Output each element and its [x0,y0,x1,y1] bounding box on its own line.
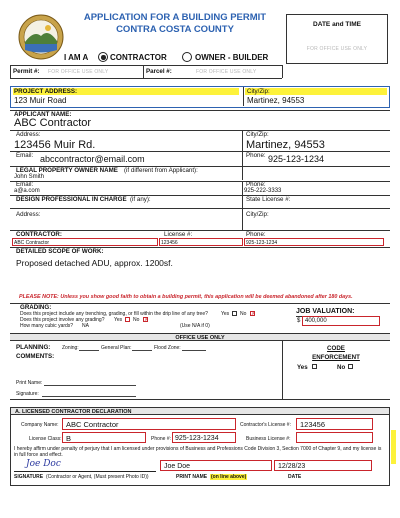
county-seal [18,14,64,60]
date-value: 12/28/23 [278,462,306,470]
applicant-name-field[interactable]: ABC Contractor [14,117,92,129]
enforcement-label: ENFORCEMENT [312,354,360,361]
parcel-field[interactable]: FOR OFFICE USE ONLY [196,69,257,75]
office-use-banner [10,333,390,341]
form-title: APPLICATION FOR A BUILDING PERMIT [83,12,267,23]
permit-label: Permit #: [13,68,40,75]
print-name-value: Joe Doe [164,462,191,470]
grading-question-3: How many cubic yards? [20,323,74,329]
contractor-radio[interactable] [98,52,108,62]
applicant-phone-field[interactable]: 925-123-1234 [268,154,325,164]
designer-section-label: DESIGN PROFESSIONAL IN CHARGE [16,196,127,203]
contractor-license-value: 123456 [161,239,178,246]
owner-section-label: LEGAL PROPERTY OWNER NAME [16,167,118,174]
contractor-license-field[interactable] [159,238,243,246]
project-address-label: PROJECT ADDRESS: [13,88,239,95]
contractor-phone-field[interactable] [244,238,384,246]
office-yes-checkbox[interactable] [312,364,317,369]
signature-field[interactable] [14,458,154,470]
date-time-label: DATE and TIME [313,21,361,28]
grading-question-1: Does this project include any trenching, grading, or fill within the drip line of any tree? [20,311,208,317]
contractor-license-label: License #: [164,231,193,238]
office-yes-label: Yes [297,364,308,371]
company-name-field[interactable] [62,418,236,430]
company-name-value: ABC Contractor [66,420,119,429]
cslb-label: Contractor's License #: [240,422,291,428]
planning-label: PLANNING: [16,344,51,351]
scope-label: DETAILED SCOPE OF WORK: [16,248,104,255]
parcel-label: Parcel #: [146,68,172,75]
grading-q2-no-label: No [133,317,140,323]
business-license-field[interactable] [296,432,373,443]
office-no-label: No [337,364,346,371]
declaration-title: A. LICENSED CONTRACTOR DECLARATION [15,409,132,415]
affirm-text: I hereby affirm under penalty of perjury that I am licensed under provisions of Business and Professions Code Division 3, Section 7000 of Chapter 9, and my license is in full force and effect. [14,446,382,458]
grading-cubic-yards-field[interactable]: NA [82,323,89,329]
office-use-banner-text: OFFICE USE ONLY [175,335,225,341]
owner-section-note: (if different from Applicant): [124,167,198,174]
office-print-name-label: Print Name: [16,380,43,386]
date-time-box [286,14,388,64]
grading-q2-no-checkbox[interactable] [143,317,148,322]
grading-q1-no-checkbox[interactable] [250,311,255,316]
job-valuation-field[interactable] [302,316,380,326]
designer-address-label: Address: [16,211,41,218]
applicant-email-field[interactable]: abccontractor@email.com [40,154,145,164]
general-plan-label: General Plan: [101,345,132,351]
owner-email-label: Email: [16,181,34,188]
applicant-address-label: Address: [16,131,41,138]
phone-label: Phone #: [151,436,172,442]
owner-name-field[interactable]: John Smith [14,174,45,180]
scope-field[interactable]: Proposed detached ADU, approx. 1200sf. [16,258,173,268]
grading-q1-yes-label: Yes [221,311,230,317]
contractor-phone-value: 925-123-1234 [246,239,278,246]
side-highlight-tab [391,430,396,464]
applicant-address-field[interactable]: 123456 Muir Rd. [14,139,96,151]
grading-q1-no-label: No [240,311,247,317]
project-address-box [10,86,390,108]
designer-license-label: State License #: [246,196,291,203]
zoning-label: Zoning: [62,345,79,351]
project-address-field[interactable]: 123 Muir Road [14,96,67,105]
print-name-field[interactable] [160,460,272,471]
contractor-option-label: CONTRACTOR [110,53,167,62]
grading-q3-note: (Use N/A if 0) [180,323,210,329]
phone-value: 925-123-1234 [175,434,219,442]
company-name-label: Company Name: [21,422,59,428]
abandonment-notice: PLEASE NOTE: Unless you show good faith to obtain a building permit, this application will be deemed abandoned after 180 days. [19,294,353,300]
applicant-cityzip-label: City/Zip: [246,131,269,138]
cslb-value: 123456 [300,420,326,429]
comments-label: COMMENTS: [16,353,55,360]
job-valuation-label: JOB VALUATION: [296,308,355,315]
date-caption: DATE [288,474,302,480]
contractor-name-value: ABC Contractor [14,239,50,246]
flood-zone-label: Flood Zone: [154,345,181,351]
print-name-caption-note: (on line above) [211,474,247,480]
grading-q2-yes-label: Yes [114,317,123,323]
contractor-label: CONTRACTOR: [16,231,62,238]
applicant-phone-label: Phone: [246,152,266,159]
signature-caption-note: (Contractor or Agent, (Must present Photo ID)) [46,474,149,480]
job-valuation-value: 400,000 [305,318,327,324]
grading-q1-no-mark: X [251,311,255,317]
applicant-email-label: Email: [16,152,34,159]
declaration-header [10,407,390,415]
permit-field[interactable]: FOR OFFICE USE ONLY [48,69,109,75]
grading-label: GRADING: [20,304,52,311]
designer-cityzip-label: City/Zip: [246,211,269,218]
office-no-checkbox[interactable] [348,364,353,369]
license-class-field[interactable] [62,432,146,443]
designer-section-note: (if any): [130,196,151,203]
signature-value: Joe Doc [26,459,61,469]
print-name-caption: PRINT NAME [176,474,208,480]
contractor-name-field[interactable] [12,238,158,246]
applicant-cityzip-field[interactable]: Martinez, 94553 [246,139,325,151]
office-signature-label: Signature: [16,391,39,397]
grading-q1-yes-checkbox[interactable] [232,311,237,316]
phone-field[interactable] [172,432,236,443]
code-label: CODE [327,345,345,352]
grading-q2-yes-checkbox[interactable] [125,317,130,322]
business-license-label: Business License #: [246,436,291,442]
contractor-phone-label: Phone: [246,231,266,238]
owner-email-field[interactable]: a@a.com [14,188,40,194]
project-cityzip-label: City/Zip: [247,88,270,95]
grading-q2-no-mark: X [144,317,148,323]
owner-builder-option-label: OWNER - BUILDER [195,53,269,62]
project-cityzip-field[interactable]: Martinez, 94553 [247,96,305,105]
signature-caption: SIGNATURE [14,474,44,480]
grading-question-2: Does this project involve any grading? [20,317,105,323]
owner-phone-field[interactable]: 925-222-3333 [244,188,282,194]
applicant-name-label: APPLICANT NAME: [14,111,72,118]
owner-phone-label: Phone: [246,181,266,188]
date-time-placeholder: FOR OFFICE USE ONLY [306,46,368,52]
date-field[interactable] [274,460,372,471]
county-name: CONTRA COSTA COUNTY [116,24,234,35]
owner-builder-radio[interactable] [182,52,192,62]
license-class-label: License Class: [29,436,62,442]
i-am-a-label: I AM A [64,53,89,62]
cslb-field[interactable] [296,418,373,430]
license-class-value: B [66,433,72,443]
valuation-currency: $ [297,318,301,324]
